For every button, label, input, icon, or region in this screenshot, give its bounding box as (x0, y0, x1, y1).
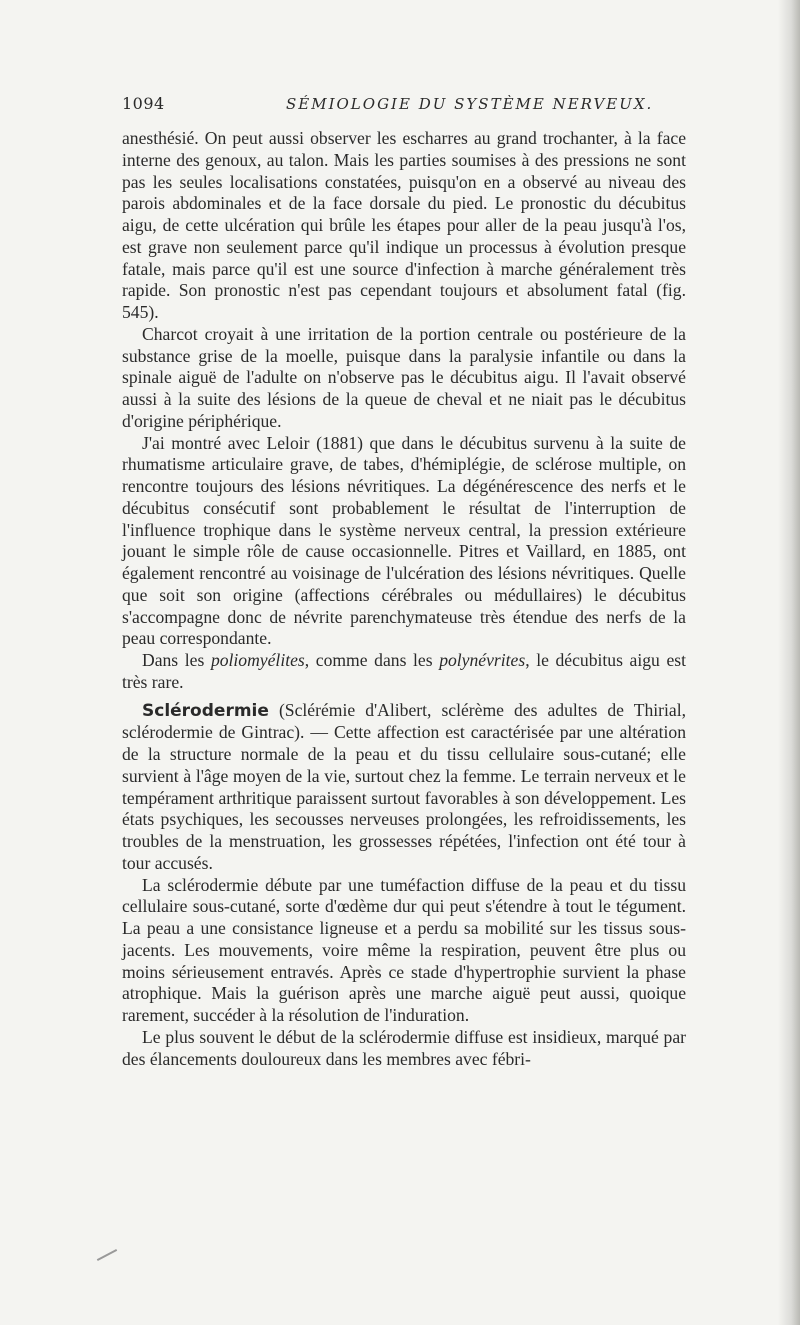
section-heading: Sclérodermie (142, 700, 269, 721)
p4-term-polynevrites: polynévrites (439, 650, 526, 670)
p4-text-c: , le décubitus aigu est très rare. (122, 650, 687, 692)
p4-text-b: , comme dans les (304, 650, 440, 670)
page-number: 1094 (122, 94, 165, 113)
page-header (122, 94, 682, 116)
p4-term-poliomyelites: poliomyélites (210, 650, 305, 670)
paragraph-7: Le plus souvent le début de la sclérodermie diffuse est insidieux, marqué par des élancements douloureux dans les membres avec fébri- (122, 1026, 686, 1069)
body-text (122, 128, 686, 1070)
paragraph-6: La sclérodermie débute par une tuméfaction diffuse de la peau et du tissu cellulaire sous-cutané, sorte d'œdème dur qui peut s'étendre à tout le tégument. La peau a une consistance ligneuse et a perdu sa mobilité sur les tissus sous-jacents. Les mouvements, voire même la respiration, peuvent être plus ou moins sérieusement entravés. Après ce stade d'hypertrophie survient la phase atrophique. Mais la guérison après une marche aiguë peut aussi, quoique rarement, succéder à la résolution de l'induration. (122, 874, 686, 1025)
page-edge-shadow (778, 0, 800, 1325)
p4-text-a: Dans les (142, 650, 211, 670)
paragraph-5 (122, 700, 686, 875)
paragraph-4 (122, 650, 686, 694)
pencil-mark (97, 1249, 117, 1261)
paragraph-3: J'ai montré avec Leloir (1881) que dans le décubitus survenu à la suite de rhumatisme articulaire grave, de tabes, d'hémiplégie, de sclérose multiple, on rencontre toujours des lésions névritiques. La dégénérescence des nerfs et le décubitus consécutif sont probablement le résultat de l'interruption de l'influence trophique dans le système nerveux central, la pression extérieure jouant le simple rôle de cause occasionnelle. Pitres et Vaillard, en 1885, ont également rencontré au voisinage de l'ulcération des lésions névritiques. Quelle que soit son origine (affections cérébrales ou médullaires) le décubitus s'accompagne donc de névrite parenchymateuse très étendue des nerfs de la peau correspondante. (122, 432, 686, 649)
paragraph-2: Charcot croyait à une irritation de la portion centrale ou postérieure de la substance grise de la moelle, puisque dans la paralysie infantile ou dans la spinale aiguë de l'adulte on n'observe pas le décubitus aigu. Il l'avait observé aussi à la suite des lésions de la queue de cheval et ne niait pas le décubitus d'origine périphérique. (122, 323, 686, 431)
paragraph-1: anesthésié. On peut aussi observer les escharres au grand trochanter, à la face interne des genoux, au talon. Mais les parties soumises à des pressions ne sont pas les seules localisations constatées, puisqu'on en a observé au niveau des parois abdominales et de la face dorsale du pied. Le pronostic du décubitus aigu, de cette ulcération qui brûle les étapes pour aller de la peau jusqu'à l'os, est grave non seulement parce qu'il indique un processus à évolution presque fatale, mais parce qu'il est une source d'infection à marche généralement très rapide. Son pronostic n'est pas cependant toujours et absolument fatal (fig. 545). (122, 128, 686, 322)
p5-text: (Sclérémie d'Alibert, sclérème des adultes de Thirial, sclérodermie de Gintrac). — Cette affection est caractérisée par une altération de la structure normale de la peau et du tissu cellulaire sous-cutané; elle survient à l'âge moyen de la vie, surtout chez la femme. Le terrain nerveux et le tempérament arthritique paraissent surtout favorables à son développement. Les états psychiques, les secousses nerveuses prolongées, les refroidissements, les troubles de la menstruation, les grossesses répétées, l'infection ont été tour à tour accusés. (122, 699, 686, 873)
running-title: SÉMIOLOGIE DU SYSTÈME NERVEUX. (286, 95, 654, 113)
